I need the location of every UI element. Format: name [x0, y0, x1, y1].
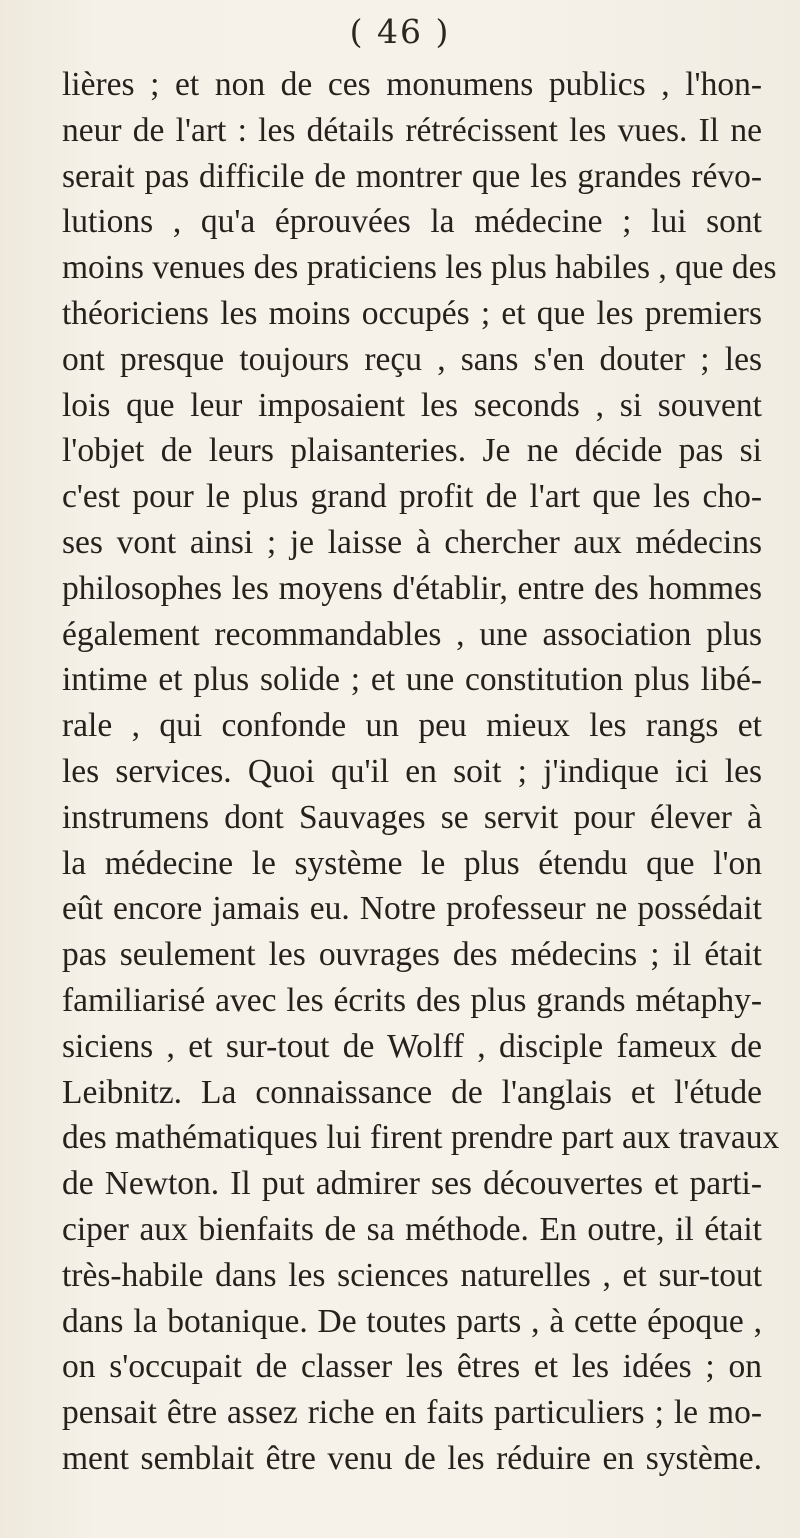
text-line: serait pas difficile de montrer que les grandes révo- — [62, 157, 762, 195]
text-line: dans la botanique. De toutes parts , à cette époque , — [62, 1302, 762, 1340]
text-line: pensait être assez riche en faits particuliers ; le mo- — [62, 1394, 762, 1432]
text-line: pas seulement les ouvrages des médecins ; il était — [62, 936, 762, 974]
text-line: la médecine le système le plus étendu que l'on — [62, 844, 762, 882]
text-line: moins venues des praticiens les plus habiles , que des — [62, 249, 777, 287]
text-line: philosophes les moyens d'établir, entre des hommes — [62, 569, 762, 607]
text-line: lières ; et non de ces monumens publics , l'hon- — [62, 66, 762, 103]
text-line: également recommandables , une association plus — [62, 615, 762, 653]
text-line: intime et plus solide ; et une constitution plus libé- — [62, 661, 762, 699]
text-line: très-habile dans les sciences naturelles , et sur-tout — [62, 1256, 762, 1294]
text-line: l'objet de leurs plaisanteries. Je ne décide pas si — [62, 432, 762, 470]
text-line: théoriciens les moins occupés ; et que les premiers — [62, 294, 762, 332]
text-line: neur de l'art : les détails rétrécissent les vues. Il ne — [62, 111, 762, 149]
text-line: on s'occupait de classer les êtres et les idées ; on — [62, 1348, 762, 1386]
text-line: instrumens dont Sauvages se servit pour élever à — [62, 798, 762, 836]
text-line: de Newton. Il put admirer ses découvertes et parti- — [62, 1165, 762, 1203]
page-number: ( 46 ) — [349, 12, 451, 51]
text-line: ment semblait être venu de les réduire en système. — [62, 1439, 762, 1477]
text-line: lutions , qu'a éprouvées la médecine ; lui sont — [62, 203, 762, 241]
text-line: siciens , et sur-tout de Wolff , disciple fameux de — [62, 1027, 762, 1065]
text-line: Leibnitz. La connaissance de l'anglais et l'étude — [62, 1073, 762, 1111]
text-line: familiarisé avec les écrits des plus grands métaphy- — [62, 981, 762, 1019]
body-text — [62, 62, 780, 1482]
text-line: ont presque toujours reçu , sans s'en douter ; les — [62, 340, 762, 378]
text-line: eût encore jamais eu. Notre professeur ne possédait — [62, 890, 762, 928]
text-line: ses vont ainsi ; je laisse à chercher aux médecins — [62, 523, 762, 561]
text-line: rale , qui confonde un peu mieux les rangs et — [62, 707, 762, 745]
text-line: c'est pour le plus grand profit de l'art que les cho- — [62, 478, 762, 516]
text-line: lois que leur imposaient les seconds , si souvent — [62, 386, 762, 424]
text-line: des mathématiques lui firent prendre part aux travaux — [62, 1119, 780, 1157]
text-line: les services. Quoi qu'il en soit ; j'indique ici les — [62, 752, 762, 790]
text-line: ciper aux bienfaits de sa méthode. En outre, il était — [62, 1210, 762, 1248]
